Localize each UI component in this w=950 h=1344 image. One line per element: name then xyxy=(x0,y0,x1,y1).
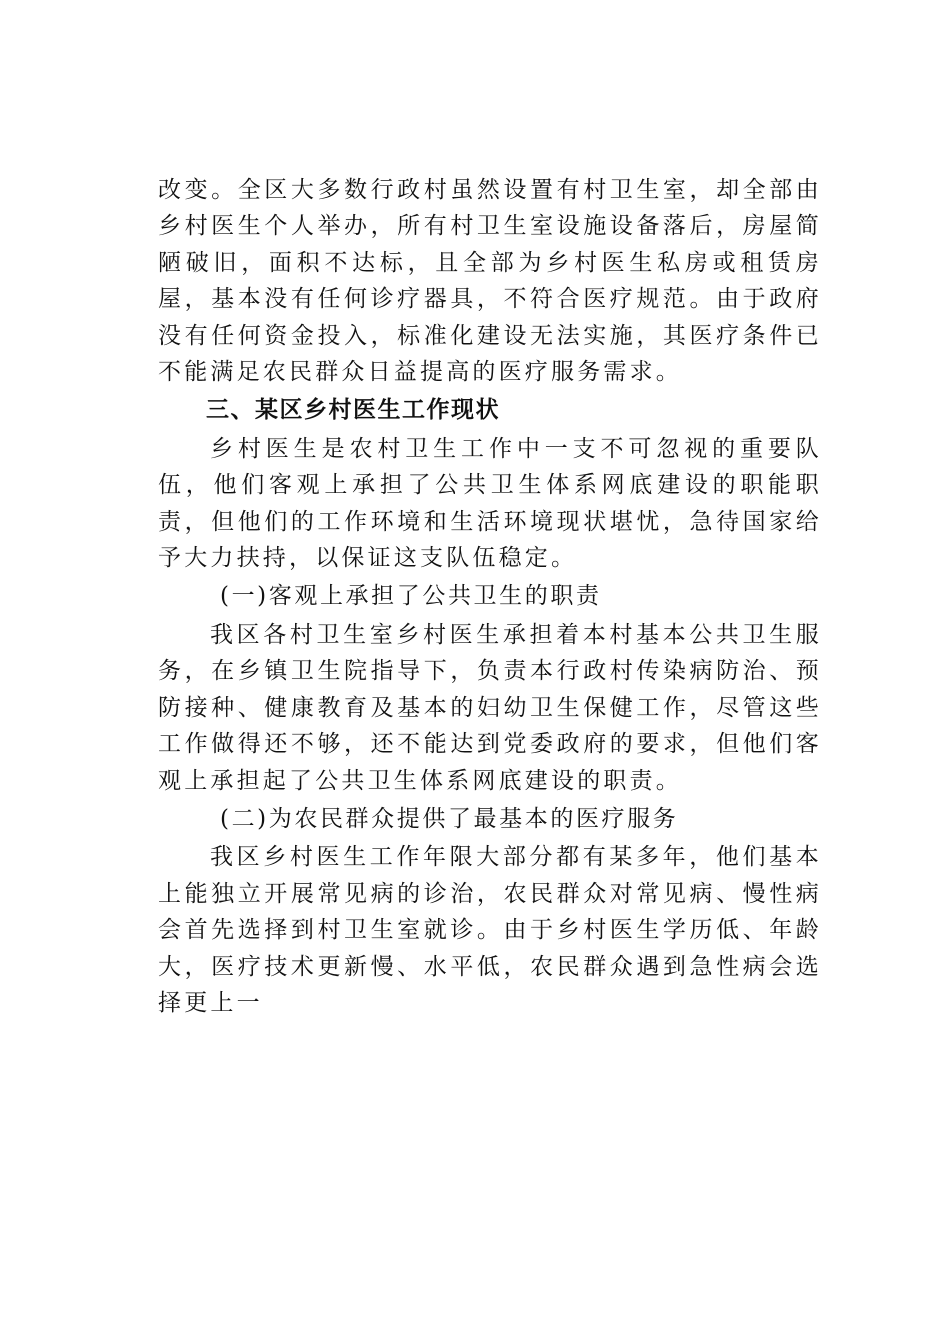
document-body xyxy=(158,172,822,1021)
subheading-one: (一)客观上承担了公共卫生的职责 xyxy=(220,583,602,610)
subheading-two: (二)为农民群众提供了最基本的医疗服务 xyxy=(220,805,679,832)
paragraph-rural-doctors-intro: 乡村医生是农村卫生工作中一支不可忽视的重要队伍，他们客观上承担了公共卫生体系网底建设的职能职责，但他们的工作环境和生活环境现状堪忧，急待国家给予大力扶持，以保证这支队伍稳定。 xyxy=(158,435,822,572)
paragraph-continuation: 改变。全区大多数行政村虽然设置有村卫生室，却全部由乡村医生个人举办，所有村卫生室设施设备落后，房屋简陋破旧，面积不达标，且全部为乡村医生私房或租赁房屋，基本没有任何诊疗器具，不符合医疗规范。由于政府没有任何资金投入，标准化建设无法实施，其医疗条件已不能满足农民群众日益提高的医疗服务需求。 xyxy=(158,177,822,386)
paragraph-public-health-duties: 我区各村卫生室乡村医生承担着本村基本公共卫生服务，在乡镇卫生院指导下，负责本行政村传染病防治、预防接种、健康教育及基本的妇幼卫生保健工作，尽管这些工作做得还不够，还不能达到党委政府的要求，但他们客观上承担起了公共卫生体系网底建设的职责。 xyxy=(158,621,822,794)
paragraph-basic-medical-services: 我区乡村医生工作年限大部分都有某多年，他们基本上能独立开展常见病的诊治，农民群众对常见病、慢性病会首先选择到村卫生室就诊。由于乡村医生学历低、年龄大，医疗技术更新慢、水平低，农民群众遇到急性病会选择更上一 xyxy=(158,844,822,1016)
section-heading-three: 三、某区乡村医生工作现状 xyxy=(206,397,500,424)
